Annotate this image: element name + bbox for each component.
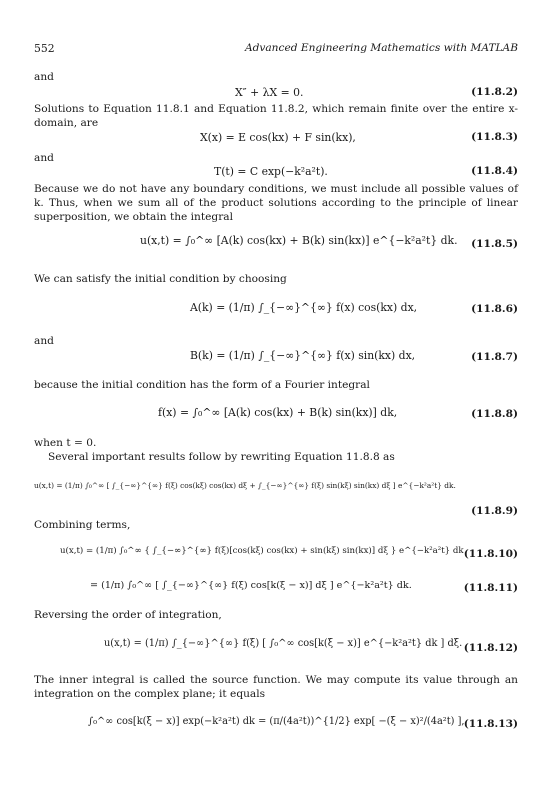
text-because-fourier: because the initial condition has the form of a Fourier integral <box>34 379 370 391</box>
equation-11-8-8 <box>158 406 397 419</box>
equation-number: (11.8.7) <box>471 351 518 363</box>
equation-11-8-7 <box>190 349 415 362</box>
equation-text: u(x,t) = (1/π) ∫₀^∞ [ ∫_{−∞}^{∞} f(ξ) cos(kξ) cos(kx) dξ + ∫_{−∞}^{∞} f(ξ) sin(kξ) sin(kx) dξ ] e^{−k²a²t} dk. <box>34 481 456 490</box>
equation-11-8-5 <box>140 234 458 247</box>
equation-11-8-9 <box>34 481 456 490</box>
equation-number: (11.8.13) <box>463 718 518 730</box>
equation-text: u(x,t) = (1/π) ∫₀^∞ { ∫_{−∞}^{∞} f(ξ)[cos(kξ) cos(kx) + sin(kξ) sin(kx)] dξ } e^{−k²a²t} dk <box>60 546 464 556</box>
text-and-3: and <box>34 335 54 347</box>
equation-text: A(k) = (1/π) ∫_{−∞}^{∞} f(x) cos(kx) dx, <box>190 301 418 314</box>
equation-11-8-3 <box>200 131 356 144</box>
equation-text: u(x,t) = ∫₀^∞ [A(k) cos(kx) + B(k) sin(kx)] e^{−k²a²t} dk. <box>140 234 458 247</box>
equation-11-8-12 <box>104 638 462 649</box>
equation-11-8-6 <box>190 301 417 314</box>
equation-number: (11.8.9) <box>471 505 518 517</box>
equation-number: (11.8.11) <box>463 582 518 594</box>
equation-number: (11.8.12) <box>463 642 518 654</box>
equation-text: ∫₀^∞ cos[k(ξ − x)] exp(−k²a²t) dk = (π/(4a²t))^{1/2} exp[ −(ξ − x)²/(4a²t) ], <box>88 716 465 727</box>
equation-number: (11.8.10) <box>463 548 518 560</box>
equation-11-8-4 <box>214 165 328 178</box>
text-and-1: and <box>34 71 54 83</box>
page-number: 552 <box>34 42 55 55</box>
text-reversing: Reversing the order of integration, <box>34 609 222 621</box>
paragraph-because-boundary: Because we do not have any boundary conditions, we must include all possible values of k. Thus, when we sum all of the product solutions according to the principle of linear superposition, we obtain the integral <box>34 183 518 223</box>
equation-number: (11.8.8) <box>471 408 518 420</box>
equation-text: f(x) = ∫₀^∞ [A(k) cos(kx) + B(k) sin(kx)] dk, <box>158 406 398 419</box>
text-several: Several important results follow by rewriting Equation 11.8.8 as <box>48 451 395 463</box>
text-when: when t = 0. <box>34 437 97 449</box>
equation-text: X(x) = E cos(kx) + F sin(kx), <box>200 131 356 144</box>
equation-number: (11.8.5) <box>471 238 518 250</box>
equation-number: (11.8.4) <box>471 165 518 177</box>
equation-text: X″ + λX = 0. <box>235 86 304 99</box>
equation-number: (11.8.3) <box>471 131 518 143</box>
equation-number: (11.8.6) <box>471 303 518 315</box>
paragraph-source-function: The inner integral is called the source function. We may compute its value through an integration on the complex plane; it equals <box>34 674 518 700</box>
paragraph-solutions: Solutions to Equation 11.8.1 and Equation 11.8.2, which remain finite over the entire x-domain, are <box>34 103 518 129</box>
equation-11-8-10 <box>60 546 464 556</box>
equation-text: T(t) = C exp(−k²a²t). <box>214 165 328 178</box>
equation-11-8-2 <box>235 86 303 99</box>
equation-text: = (1/π) ∫₀^∞ [ ∫_{−∞}^{∞} f(ξ) cos[k(ξ − x)] dξ ] e^{−k²a²t} dk. <box>90 580 412 591</box>
text-combining: Combining terms, <box>34 519 131 531</box>
equation-text: B(k) = (1/π) ∫_{−∞}^{∞} f(x) sin(kx) dx, <box>190 349 416 362</box>
equation-11-8-11 <box>90 580 412 591</box>
text-satisfy: We can satisfy the initial condition by choosing <box>34 273 287 285</box>
running-title: Advanced Engineering Mathematics with MATLAB <box>244 42 518 54</box>
equation-text: u(x,t) = (1/π) ∫_{−∞}^{∞} f(ξ) [ ∫₀^∞ cos[k(ξ − x)] e^{−k²a²t} dk ] dξ. <box>104 638 463 649</box>
equation-11-8-13 <box>88 716 465 727</box>
text-and-2: and <box>34 152 54 164</box>
equation-number: (11.8.2) <box>471 86 518 98</box>
